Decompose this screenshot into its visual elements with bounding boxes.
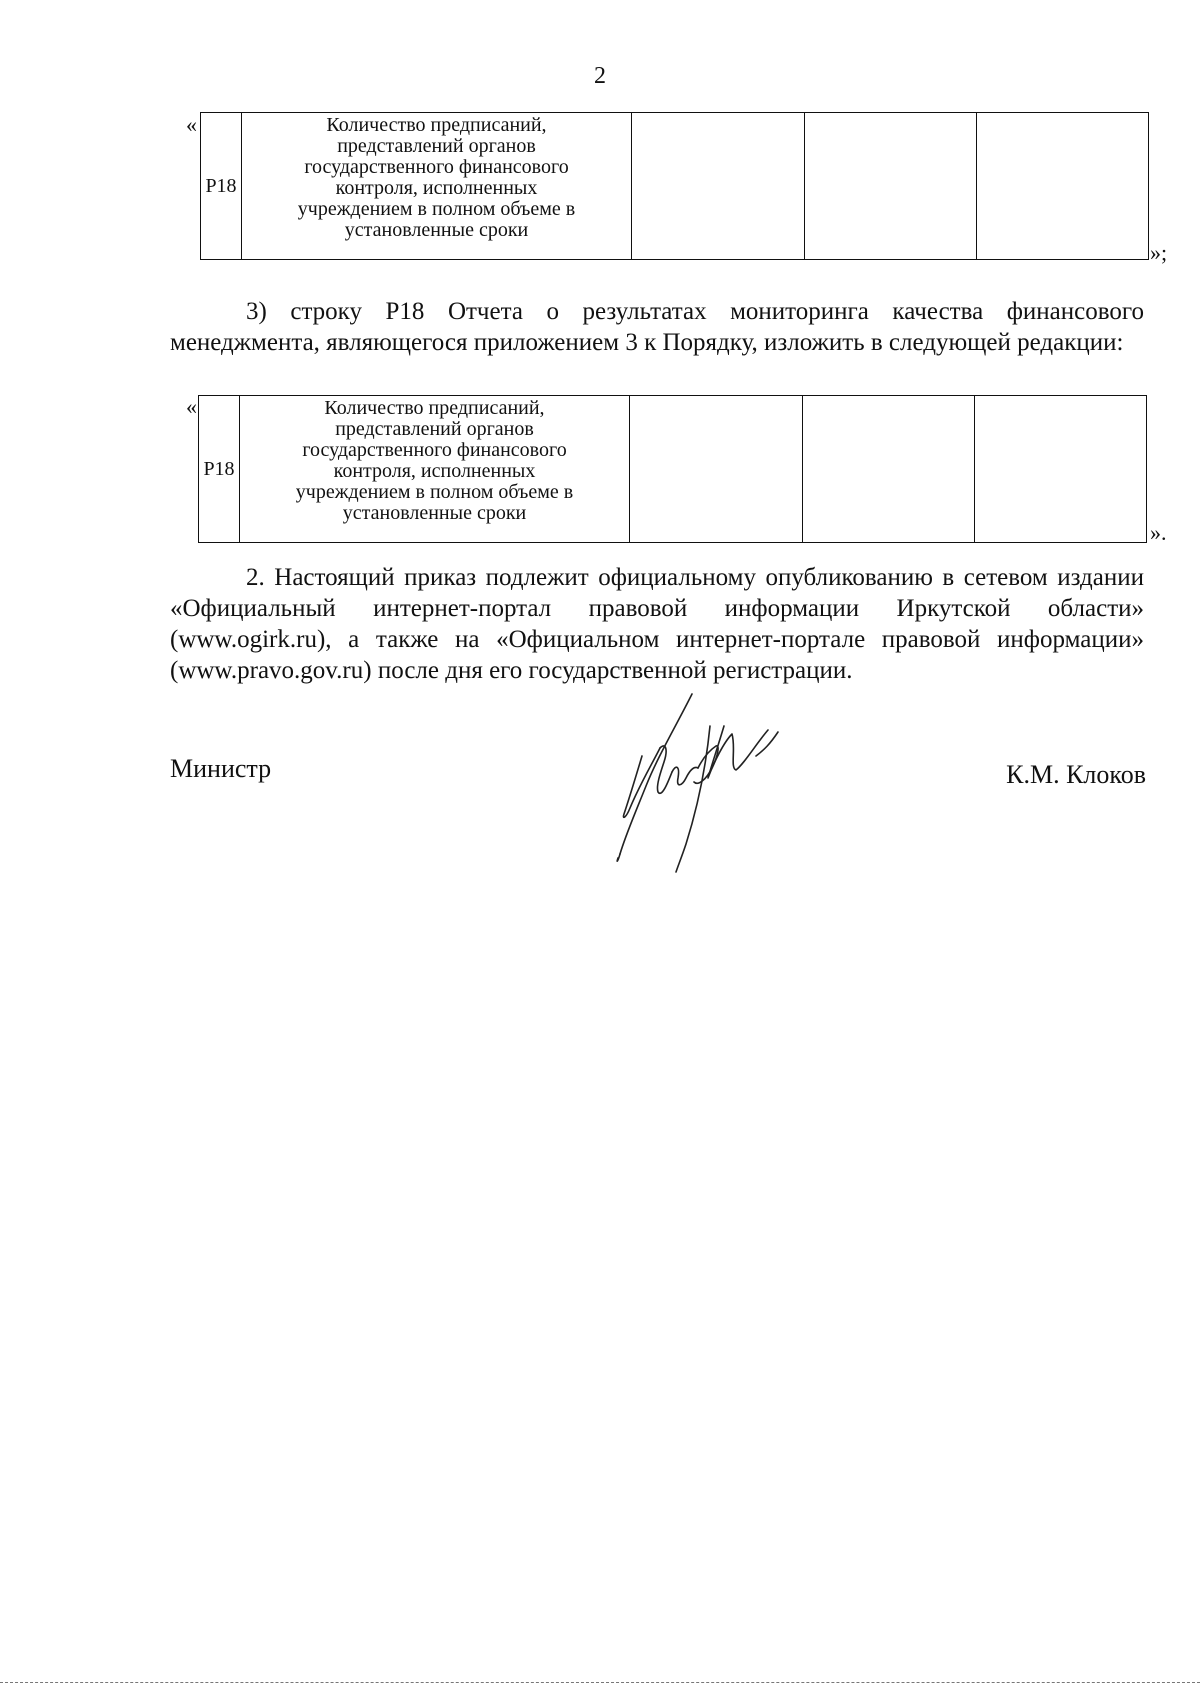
table-1-empty-cell <box>977 113 1149 260</box>
table-1-line: государственного финансового <box>304 156 569 178</box>
table-1-close-quote: »; <box>1150 240 1168 265</box>
page-number: 2 <box>594 63 606 89</box>
table-1-open-quote: « <box>186 112 197 137</box>
table-1-empty-cell <box>632 113 805 260</box>
table-2-empty-cell <box>630 396 803 543</box>
signatory-title: Министр <box>170 754 272 783</box>
table-2-close-quote: ». <box>1150 520 1167 545</box>
table-2-line: контроля, исполненных <box>333 460 536 482</box>
table-1-line: Количество предписаний, <box>326 114 547 136</box>
table-2-description-cell <box>240 396 630 543</box>
table-2 <box>198 395 1147 543</box>
signatory-name: К.М. Клоков <box>1006 760 1146 789</box>
table-1 <box>200 112 1149 260</box>
table-2-code-cell <box>199 396 240 543</box>
table-1-code-cell <box>201 113 242 260</box>
table-1-code: Р18 <box>205 174 237 197</box>
table-2-line: Количество предписаний, <box>324 397 545 419</box>
paragraph-item-3 <box>170 296 1144 358</box>
table-2-line: учреждением в полном объеме в <box>295 481 574 503</box>
table-2-line: установленные сроки <box>342 502 527 524</box>
table-1-line: представлений органов <box>337 135 536 157</box>
paragraph-item-3-text: 3) строку Р18 Отчета о результатах мониторинга качества финансового менеджмента, являющегося приложением 3 к Порядку, изложить в следующей редакции: <box>170 298 1144 356</box>
table-2-empty-cell <box>803 396 975 543</box>
table-2-code: Р18 <box>203 457 235 480</box>
table-2-open-quote: « <box>186 394 197 419</box>
paragraph-section-2 <box>170 562 1144 686</box>
table-1-line: контроля, исполненных <box>335 177 538 199</box>
table-1-description-cell <box>242 113 632 260</box>
handwritten-signature <box>606 686 836 896</box>
table-1-empty-cell <box>805 113 977 260</box>
scan-edge-divider <box>0 1682 1200 1683</box>
table-1-line: установленные сроки <box>344 219 529 241</box>
table-2-line: представлений органов <box>335 418 534 440</box>
table-1-line: учреждением в полном объеме в <box>297 198 576 220</box>
table-2-empty-cell <box>975 396 1147 543</box>
paragraph-section-2-text: 2. Настоящий приказ подлежит официальному опубликованию в сетевом издании «Официальный интернет-портал правовой информации Иркутской области» (www.ogirk.ru), а также на «Официальном интернет-портале правовой информации» (www.pravo.gov.ru) после дня его государственной регистрации. <box>170 564 1144 684</box>
table-2-line: государственного финансового <box>302 439 567 461</box>
